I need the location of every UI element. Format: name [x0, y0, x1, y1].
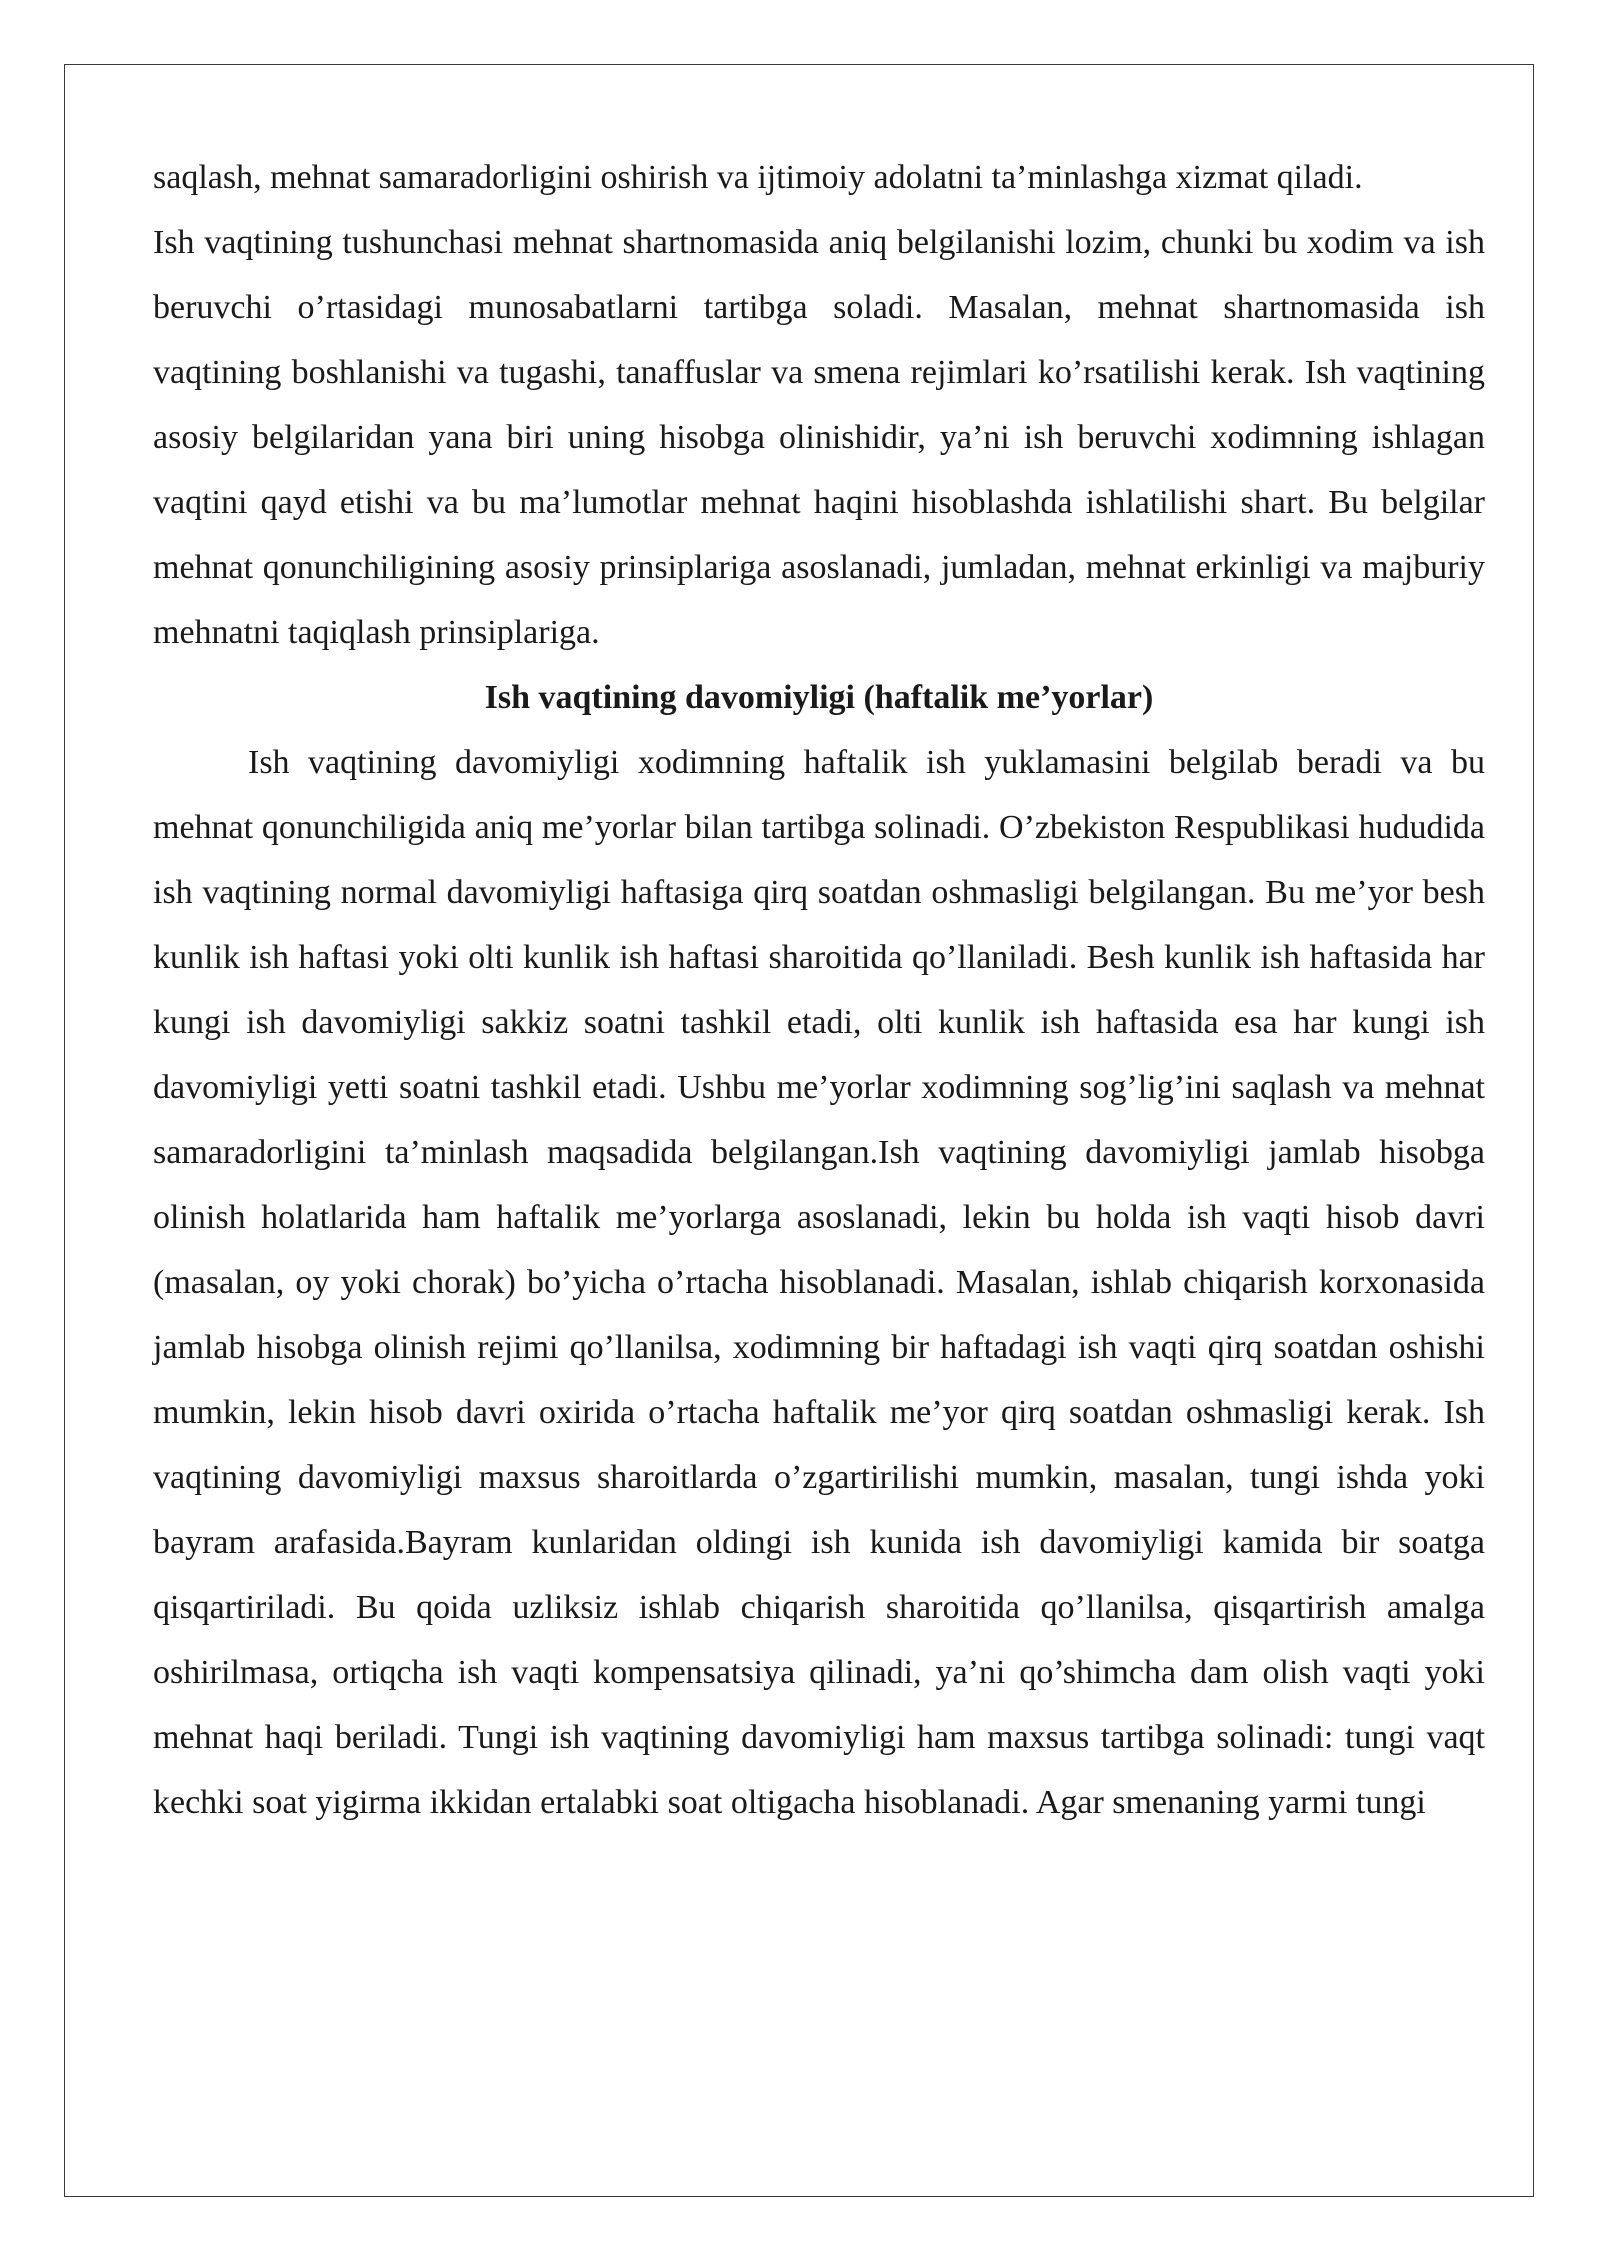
section-heading: Ish vaqtining davomiyligi (haftalik me’yorlar)	[484, 679, 1154, 716]
paragraph-work-time-concept: Ish vaqtining tushunchasi mehnat shartnomasida aniq belgilanishi lozim, chunki bu xodim va ish beruvchi o’rtasidagi munosabatlarni tartibga soladi. Masalan, mehnat shartnomasida ish vaqtining boshlanishi va tugashi, tanaffuslar va smena rejimlari ko’rsatilishi kerak. Ish vaqtining asosiy belgilaridan yana biri uning hisobga olinishidir, ya’ni ish beruvchi xodimning ishlagan vaqtini qayd etishi va bu ma’lumotlar mehnat haqini hisoblashda ishlatilishi shart. Bu belgilar mehnat qonunchiligining asosiy prinsiplariga asoslanadi, jumladan, mehnat erkinligi va majburiy mehnatni taqiqlash prinsiplariga.	[153, 224, 1485, 651]
paragraph-continuation: saqlash, mehnat samaradorligini oshirish va ijtimoiy adolatni ta’minlashga xizmat qiladi.	[153, 159, 1363, 196]
document-body	[153, 145, 1485, 1835]
paragraph-work-time-duration: Ish vaqtining davomiyligi xodimning haftalik ish yuklamasini belgilab beradi va bu mehnat qonunchiligida aniq me’yorlar bilan tartibga solinadi. O’zbekiston Respublikasi hududida ish vaqtining normal davomiyligi haftasiga qirq soatdan oshmasligi belgilangan. Bu me’yor besh kunlik ish haftasi yoki olti kunlik ish haftasi sharoitida qo’llaniladi. Besh kunlik ish haftasida har kungi ish davomiyligi sakkiz soatni tashkil etadi, olti kunlik ish haftasida esa har kungi ish davomiyligi yetti soatni tashkil etadi. Ushbu me’yorlar xodimning sog’lig’ini saqlash va mehnat samaradorligini ta’minlash maqsadida belgilangan.Ish vaqtining davomiyligi jamlab hisobga olinish holatlarida ham haftalik me’yorlarga asoslanadi, lekin bu holda ish vaqti hisob davri (masalan, oy yoki chorak) bo’yicha o’rtacha hisoblanadi. Masalan, ishlab chiqarish korxonasida jamlab hisobga olinish rejimi qo’llanilsa, xodimning bir haftadagi ish vaqti qirq soatdan oshishi mumkin, lekin hisob davri oxirida o’rtacha haftalik me’yor qirq soatdan oshmasligi kerak. Ish vaqtining davomiyligi maxsus sharoitlarda o’zgartirilishi mumkin, masalan, tungi ishda yoki bayram arafasida.Bayram kunlaridan oldingi ish kunida ish davomiyligi kamida bir soatga qisqartiriladi. Bu qoida uzliksiz ishlab chiqarish sharoitida qo’llanilsa, qisqartirish amalga oshirilmasa, ortiqcha ish vaqti kompensatsiya qilinadi, ya’ni qo’shimcha dam olish vaqti yoki mehnat haqi beriladi. Tungi ish vaqtining davomiyligi ham maxsus tartibga solinadi: tungi vaqt kechki soat yigirma ikkidan ertalabki soat oltigacha hisoblanadi. Agar smenaning yarmi tungi	[153, 744, 1485, 1821]
